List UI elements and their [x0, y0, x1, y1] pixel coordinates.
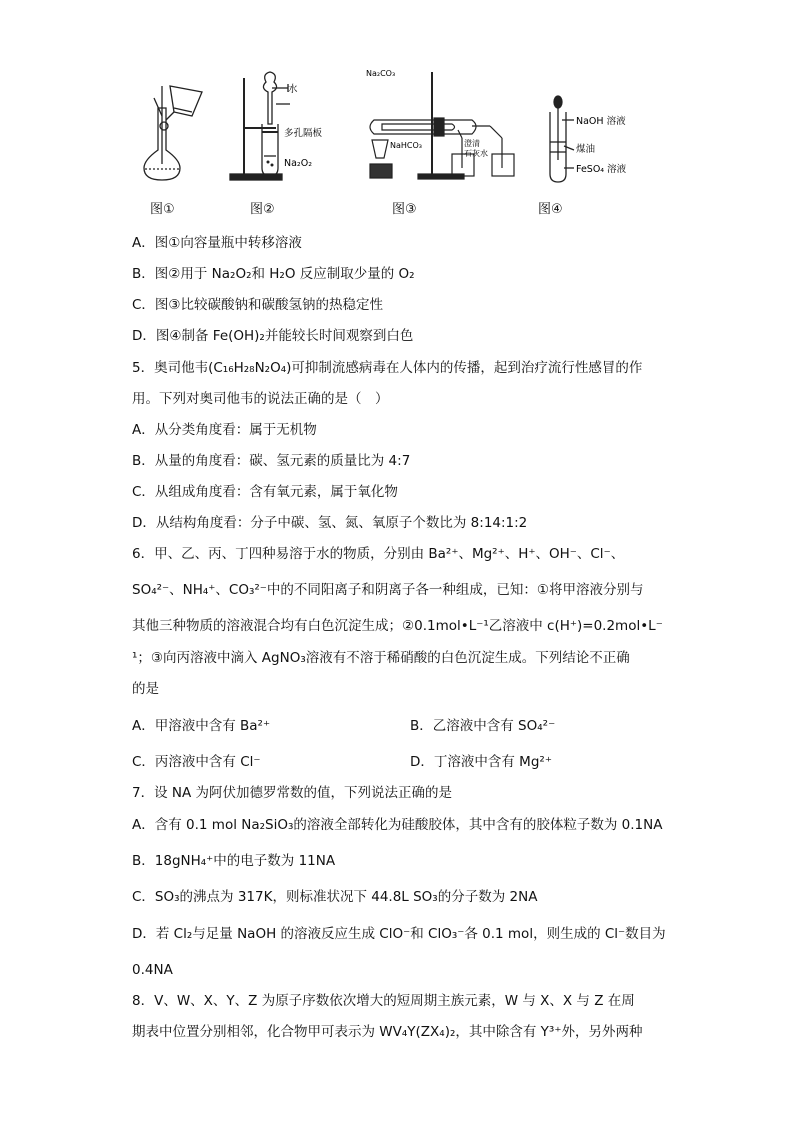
figure-1-caption: 图①: [150, 202, 175, 217]
fig4-naoh-label: NaOH 溶液: [576, 116, 626, 127]
figure-2-caption: 图②: [250, 202, 275, 217]
q7-option-a: A．含有 0.1 mol Na₂SiO₃的溶液全部转化为硅酸胶体，其中含有的胶体粒子数为 0.1NA: [132, 817, 663, 833]
q6-stem-line-5: 的是: [132, 681, 159, 697]
q4-option-a: A．图①向容量瓶中转移溶液: [132, 235, 302, 251]
volumetric-flask-figure: [140, 68, 215, 188]
q7-stem: 7．设 NA 为阿伏加德罗常数的值，下列说法正确的是: [132, 785, 453, 801]
q6-stem-line-4: ¹；③向丙溶液中滴入 AgNO₃溶液有不溶于稀硝酸的白色沉淀生成。下列结论不正确: [132, 650, 630, 666]
fig3-limewater-label-1: 澄清: [464, 139, 480, 148]
figure-3-caption: 图③: [392, 202, 417, 217]
fig4-kerosene-label: 煤油: [576, 144, 596, 155]
fig2-reagent-label: Na₂O₂: [284, 158, 313, 169]
fig3-nahco3-label: NaHCO₃: [390, 141, 422, 150]
thermal-stability-figure: [362, 68, 524, 188]
fig3-limewater-label-2: 石灰水: [464, 149, 488, 158]
q6-stem-line-3: 其他三种物质的溶液混合均有白色沉淀生成；②0.1mol•L⁻¹乙溶液中 c(H⁺)=0.2mol•L⁻: [132, 618, 663, 634]
q4-option-b: B．图②用于 Na₂O₂和 H₂O 反应制取少量的 O₂: [132, 266, 415, 282]
q6-stem-line-1: 6．甲、乙、丙、丁四种易溶于水的物质，分别由 Ba²⁺、Mg²⁺、H⁺、OH⁻、Cl⁻、: [132, 546, 625, 562]
q5-stem-line-2: 用。下列对奥司他韦的说法正确的是（ ）: [132, 391, 389, 407]
fig4-feso4-label: FeSO₄ 溶液: [576, 164, 627, 175]
q6-option-b: B．乙溶液中含有 SO₄²⁻: [410, 718, 556, 734]
q7-option-c: C．SO₃的沸点为 317K，则标准状况下 44.8L SO₃的分子数为 2NA: [132, 889, 538, 905]
q6-option-a: A．甲溶液中含有 Ba²⁺: [132, 718, 271, 734]
q5-option-b: B．从量的角度看：碳、氢元素的质量比为 4:7: [132, 453, 411, 469]
q4-option-d: D．图④制备 Fe(OH)₂并能较长时间观察到白色: [132, 328, 414, 344]
q7-option-d-line-2: 0.4NA: [132, 962, 173, 978]
figure-4-caption: 图④: [538, 202, 563, 217]
q5-option-c: C．从组成角度看：含有氧元素，属于氧化物: [132, 484, 398, 500]
q5-option-a: A．从分类角度看：属于无机物: [132, 422, 317, 438]
ferrous-hydroxide-figure: [540, 68, 650, 188]
q8-stem-line-2: 期表中位置分别相邻，化合物甲可表示为 WV₄Y(ZX₄)₂，其中除含有 Y³⁺外，另外两种: [132, 1024, 643, 1040]
q5-option-d: D．从结构角度看：分子中碳、氢、氮、氧原子个数比为 8:14:1:2: [132, 515, 528, 531]
fig2-water-label: 水: [288, 84, 298, 95]
q8-stem-line-1: 8．V、W、X、Y、Z 为原子序数依次增大的短周期主族元素，W 与 X、X 与 Z 在周: [132, 993, 635, 1009]
q7-option-d-line-1: D．若 Cl₂与足量 NaOH 的溶液反应生成 ClO⁻和 ClO₃⁻各 0.1 mol，则生成的 Cl⁻数目为: [132, 926, 666, 942]
fig3-na2co3-label: Na₂CO₃: [366, 69, 396, 78]
fig2-plate-label: 多孔隔板: [284, 128, 323, 139]
q6-stem-line-2: SO₄²⁻、NH₄⁺、CO₃²⁻中的不同阳离子和阴离子各一种组成，已知：①将甲溶液分别与: [132, 582, 644, 598]
q6-option-d: D．丁溶液中含有 Mg²⁺: [410, 754, 552, 770]
q4-option-c: C．图③比较碳酸钠和碳酸氢钠的热稳定性: [132, 297, 384, 313]
gas-generator-figure: [228, 68, 328, 188]
q7-option-b: B．18gNH₄⁺中的电子数为 11NA: [132, 853, 336, 869]
q5-stem-line-1: 5．奥司他韦(C₁₆H₂₈N₂O₄)可抑制流感病毒在人体内的传播，起到治疗流行性感冒的作: [132, 360, 643, 376]
q6-option-c: C．丙溶液中含有 Cl⁻: [132, 754, 261, 770]
